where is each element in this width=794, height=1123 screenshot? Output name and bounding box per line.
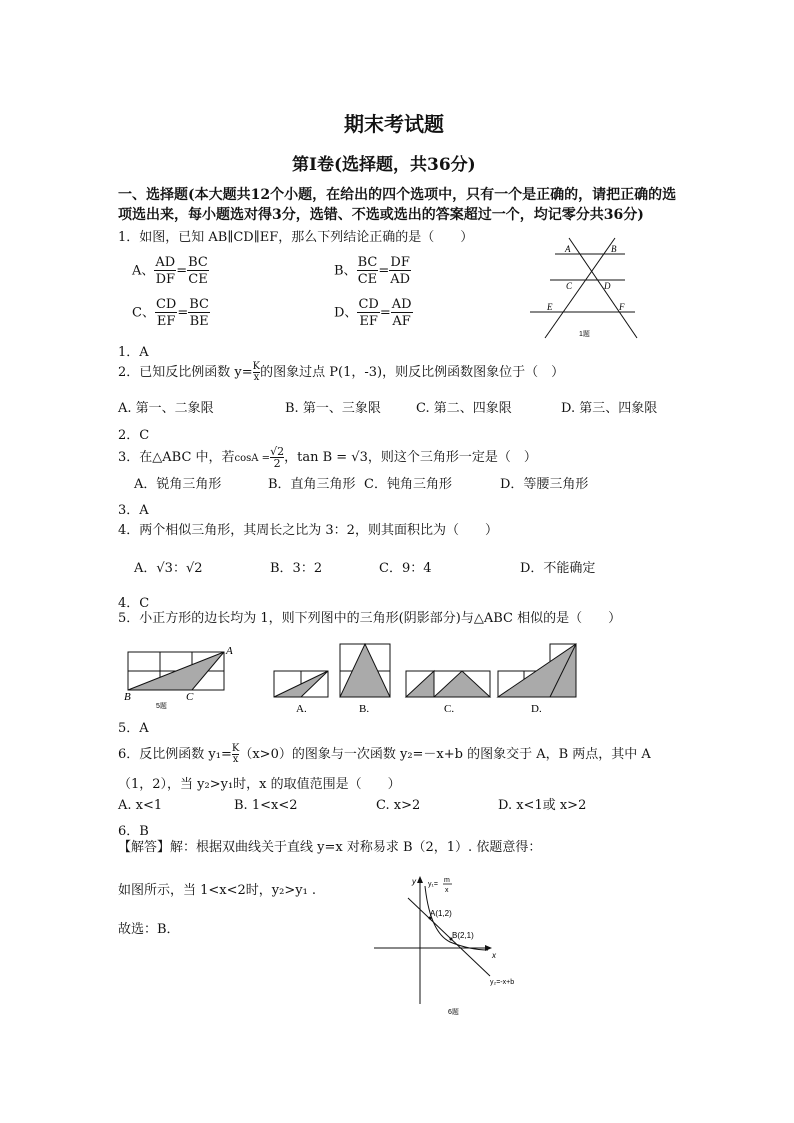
q1-a-d1: DF [155,272,176,287]
q1-fig-b: B [611,244,617,254]
q6-solution-line2: 如图所示，当 1<x<2时，y₂>y₁ . [118,883,317,898]
q1-option-a: A、 $\frac{AD}{DF}$ = $\frac{BC}{CE}$ [132,255,208,287]
q5-fig-c: C [186,691,194,703]
q1-stem: 1．如图，已知 AB∥CD∥EF，那么下列结论正确的是（ ） [118,230,474,245]
q1-d-n2: AD [391,297,412,312]
q1-option-c: C、 $\frac{CD}{EF}$ = $\frac{BC}{BE}$ [132,297,209,329]
q3-option-d: D．等腰三角形 [500,477,589,492]
q2-answer: 2．C [118,428,150,443]
q1-figure [525,232,645,342]
q3-option-b: B．直角三角形 [268,477,356,492]
q6-option-a: A. x<1 [118,798,163,813]
q4-answer: 4．C [118,596,150,611]
q4-option-c: C．9：4 [379,561,432,576]
q2-stem [118,362,564,383]
q1-fig-c: C [566,281,573,291]
q3-pre: 3．在△ABC 中，若 [118,450,235,465]
q6-post: （x>0）的图象与一次函数 y₂=－x+b 的图象交于 A，B 两点，其中 A [239,747,651,762]
q5-fig-caption: 5题 [156,703,167,710]
q6-option-d: D. x<1或 x>2 [498,798,587,813]
q1-fig-a: A [565,244,571,254]
q5-option-figures [270,640,590,720]
q3-sqrt2: √2 [270,445,285,458]
section-line-2: 项选出来，每小题选对得3分，选错、不选或选出的答案超过一个，均记零分共36分) [118,207,644,223]
q3-post: ，则这个三角形一定是（ ） [367,450,537,465]
q5-opt-c: C. [444,703,455,715]
q1-b-d1: CE [357,272,378,287]
q2-option-a: A. 第一、二象限 [118,401,214,416]
q6-solution-line3: 故选：B． [118,922,180,937]
q5-answer: 5．A [118,721,149,736]
q2-k: K [252,361,261,372]
q3-tan: ，tan B = √3 [284,450,368,465]
q1-b-n2: DF [390,255,410,270]
q3-option-a: A．锐角三角形 [134,477,222,492]
q1-d-d2: AF [392,314,411,329]
q1-b-label: B、 [334,263,357,279]
page-title: 期末考试题 [344,112,444,136]
q5-stem: 5．小正方形的边长均为 1，则下列图中的三角形(阴影部分)与△ABC 相似的是（ ） [118,611,622,626]
page-subtitle: 第Ⅰ卷(选择题，共36分) [292,155,476,175]
q1-fig-f: F [619,302,625,312]
q5-reference-figure [120,642,240,710]
q5-fig-a: A [226,645,233,657]
q6-option-c: C. x>2 [376,798,421,813]
q1-a-d2: CE [188,272,208,287]
q4-option-b: B．3：2 [270,561,323,576]
q1-d-d1: EF [359,314,378,329]
q1-option-d: D、 $\frac{CD}{EF}$ = $\frac{AD}{AF}$ [334,297,412,329]
q1-c-d2: BE [189,314,209,329]
q6-stem-line2: （1，2），当 y₂>y₁时，x 的取值范围是（ ） [118,777,401,792]
q5-opt-a: A. [296,703,307,715]
q6-stem [118,744,651,765]
section-line-1: 一、选择题(本大题共12个小题，在给出的四个选项中，只有一个是正确的，请把正确的选 [118,187,677,203]
q5-opt-b: B. [359,703,370,715]
q6-answer: 6．B [118,824,149,839]
q4-stem: 4．两个相似三角形，其周长之比为 3：2，则其面积比为（ ） [118,523,498,538]
q6-x: x [232,754,239,765]
q3-cos: cosA = [234,453,271,464]
q6-solution-line1: 【解答】解：根据双曲线关于直线 y=x 对称易求 B（2，1）. 依题意得： [118,840,542,855]
q3-answer: 3．A [118,503,149,518]
q6-fig-y: y [412,877,416,886]
q2-pre: 2．已知反比例函数 y= [118,365,253,380]
q6-fig-a: A(1,2) [430,909,452,918]
q1-b-d2: AD [390,272,411,287]
q3-two: 2 [273,457,281,470]
q1-option-b: B、 $\frac{BC}{CE}$ = $\frac{DF}{AD}$ [334,255,411,287]
q6-fig-y1: y₁= [428,881,438,888]
q1-c-n2: BC [189,297,209,312]
q1-d-n1: CD [358,297,379,312]
q2-post: 的图象过点 P(1，-3)，则反比例函数图象位于（ ） [260,365,565,380]
q1-fig-d: D [604,281,611,291]
q5-fig-b: B [124,691,131,703]
q6-fig-b: B(2,1) [452,931,474,940]
q1-a-n2: BC [188,255,208,270]
q2-option-d: D. 第三、四象限 [561,401,658,416]
q5-opt-d: D. [531,703,542,715]
q3-stem [118,446,537,469]
q1-c-label: C、 [132,305,155,321]
q6-fig-m: m [444,877,450,884]
q1-fig-caption: 1题 [579,331,590,338]
q6-option-b: B. 1<x<2 [234,798,298,813]
q2-option-c: C. 第二、四象限 [416,401,512,416]
q6-fig-xx: x [445,887,449,894]
q6-fig-y2: y₂=-x+b [490,979,515,986]
q6-figure [368,872,538,1018]
q6-fig-x: x [492,951,496,960]
q1-c-n1: CD [155,297,177,312]
q4-option-a: A．√3：√2 [134,561,203,576]
q1-c-d1: EF [156,314,176,329]
q1-a-label: A、 [132,263,155,279]
q4-option-d: D．不能确定 [520,561,596,576]
q1-a-n1: AD [155,255,176,270]
q6-pre: 6．反比例函数 y₁= [118,747,232,762]
q6-k: K [231,743,240,754]
q1-b-n1: BC [357,255,378,270]
q2-option-b: B. 第一、三象限 [285,401,381,416]
q6-fig-caption: 6题 [448,1009,459,1016]
q1-d-label: D、 [334,305,358,321]
q3-option-c: C．钝角三角形 [364,477,452,492]
q2-x: x [253,372,260,383]
q1-fig-e: E [547,302,553,312]
q1-answer: 1．A [118,345,149,360]
